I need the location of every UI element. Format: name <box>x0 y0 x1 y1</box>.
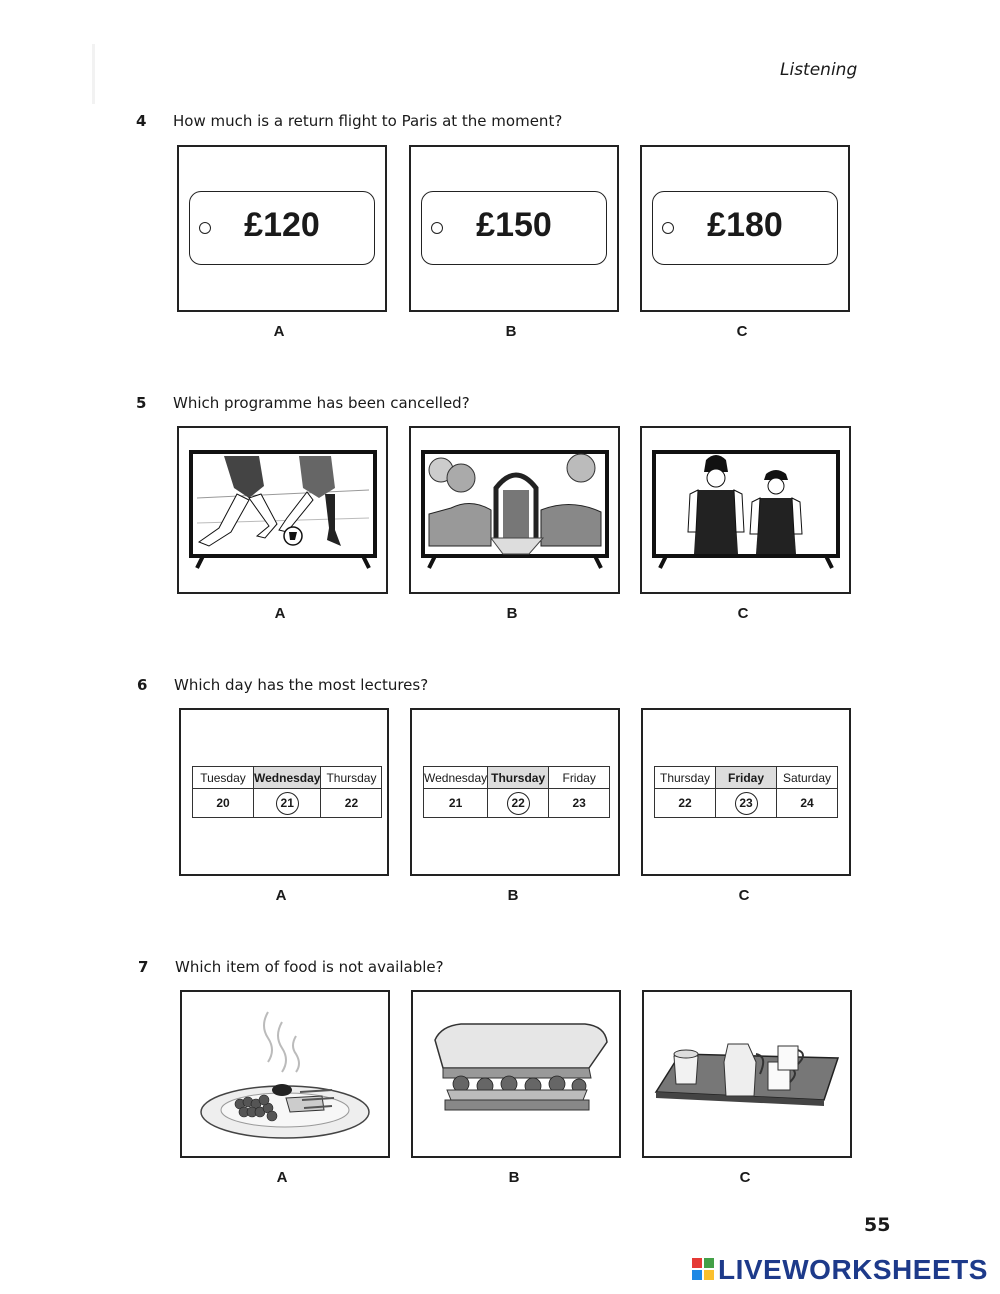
option-7b-letter: B <box>508 1169 520 1186</box>
tv-garden-icon <box>411 428 618 592</box>
calendar-date: 21 <box>424 789 488 818</box>
option-6a-picture[interactable] <box>179 708 389 876</box>
question-7-number: 7 <box>138 958 149 976</box>
page-header: Listening <box>780 60 858 80</box>
option-4b-picture[interactable] <box>409 145 619 312</box>
calendar-day: Tuesday <box>193 767 254 789</box>
calendar-table <box>423 766 610 818</box>
price-label: £150 <box>476 206 552 244</box>
calendar-day: Friday <box>549 767 610 789</box>
option-5b-letter: B <box>506 605 518 622</box>
page-number: 55 <box>864 1214 891 1236</box>
calendar-table <box>654 766 838 818</box>
tv-football-icon <box>179 428 386 592</box>
question-6-text: Which day has the most lectures? <box>174 676 429 694</box>
question-4-text: How much is a return flight to Paris at the moment? <box>173 112 563 130</box>
question-7-text: Which item of food is not available? <box>175 958 444 976</box>
option-5a-letter: A <box>274 605 286 622</box>
price-tag <box>189 191 375 265</box>
price-tag <box>421 191 607 265</box>
option-5b-picture[interactable] <box>409 426 620 594</box>
option-5c-letter: C <box>737 605 749 622</box>
option-6b-picture[interactable] <box>410 708 620 876</box>
calendar-day: Saturday <box>777 767 838 789</box>
calendar-day-highlighted: Wednesday <box>254 767 321 789</box>
option-7c-letter: C <box>739 1169 751 1186</box>
option-6c-letter: C <box>738 887 750 904</box>
circled-date: 23 <box>735 792 758 815</box>
option-4a-picture[interactable] <box>177 145 387 312</box>
calendar-date: 20 <box>193 789 254 818</box>
option-6b-letter: B <box>507 887 519 904</box>
scan-mark <box>92 44 95 104</box>
option-7b-picture[interactable] <box>411 990 621 1158</box>
tv-police-icon <box>642 428 849 592</box>
liveworksheets-brand[interactable]: LIVEWORKSHEETS <box>718 1254 988 1285</box>
option-4c-letter: C <box>736 323 748 340</box>
calendar-day-highlighted: Thursday <box>488 767 549 789</box>
hot-meal-icon <box>182 992 388 1156</box>
calendar-date: 22 <box>321 789 382 818</box>
sandwich-icon <box>413 992 619 1156</box>
calendar-date: 24 <box>777 789 838 818</box>
option-6a-letter: A <box>275 887 287 904</box>
option-5c-picture[interactable] <box>640 426 851 594</box>
circled-date: 22 <box>507 792 530 815</box>
option-7c-picture[interactable] <box>642 990 852 1158</box>
option-4a-letter: A <box>273 323 285 340</box>
calendar-day-highlighted: Friday <box>716 767 777 789</box>
question-5-number: 5 <box>136 394 147 412</box>
option-4c-picture[interactable] <box>640 145 850 312</box>
question-6-number: 6 <box>137 676 148 694</box>
liveworksheets-logo-icon <box>692 1258 714 1280</box>
price-label: £180 <box>707 206 783 244</box>
circled-date: 21 <box>276 792 299 815</box>
price-tag <box>652 191 838 265</box>
calendar-date: 23 <box>549 789 610 818</box>
calendar-day: Thursday <box>321 767 382 789</box>
calendar-date: 22 <box>655 789 716 818</box>
calendar-day: Wednesday <box>424 767 488 789</box>
option-6c-picture[interactable] <box>641 708 851 876</box>
calendar-table <box>192 766 382 818</box>
question-4-number: 4 <box>136 112 147 130</box>
option-7a-letter: A <box>276 1169 288 1186</box>
option-7a-picture[interactable] <box>180 990 390 1158</box>
tray-icon <box>644 992 850 1156</box>
question-5-text: Which programme has been cancelled? <box>173 394 470 412</box>
option-4b-letter: B <box>505 323 517 340</box>
price-label: £120 <box>244 206 320 244</box>
calendar-day: Thursday <box>655 767 716 789</box>
option-5a-picture[interactable] <box>177 426 388 594</box>
